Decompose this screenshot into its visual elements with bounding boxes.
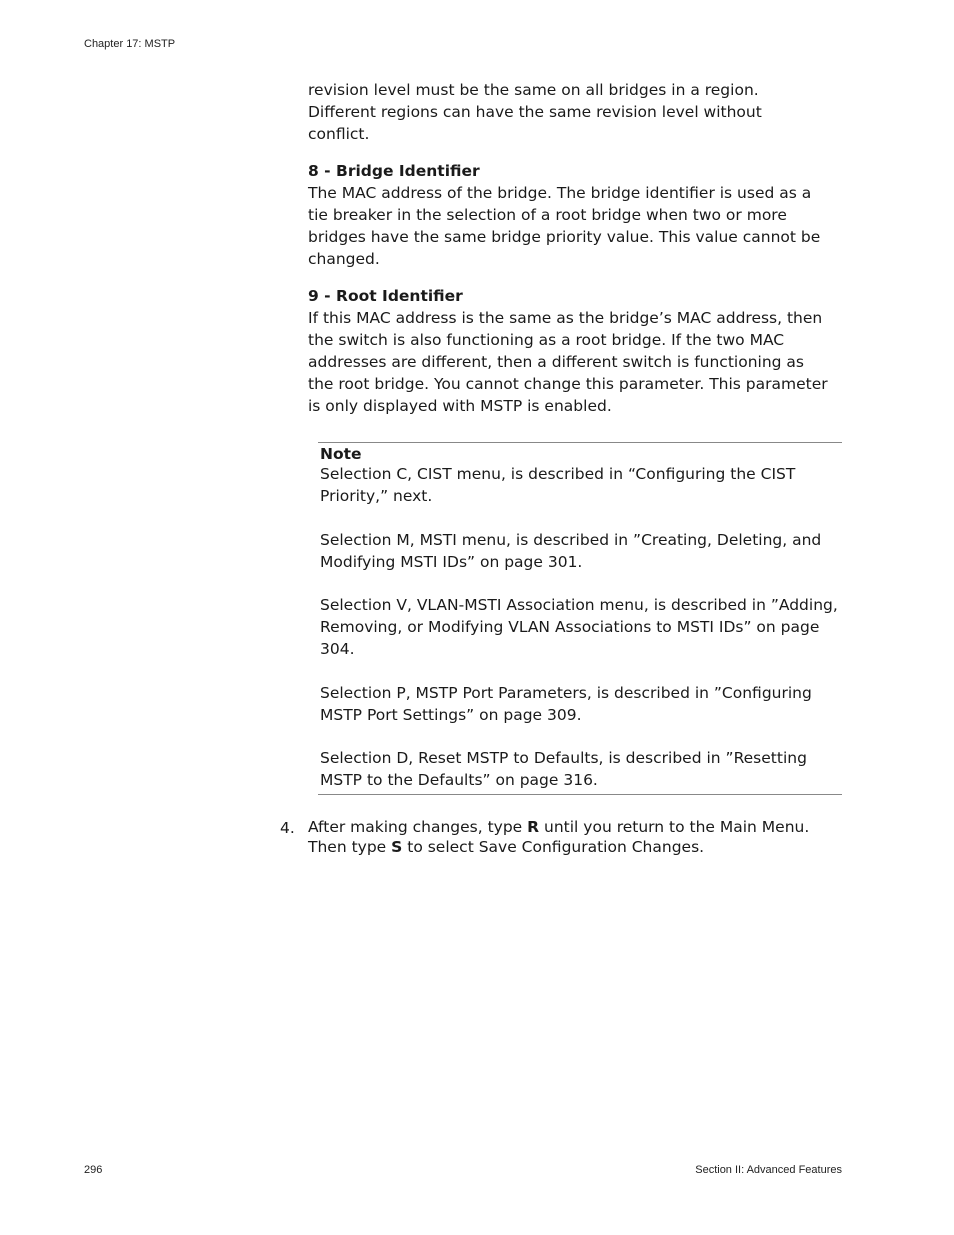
note-top-rule bbox=[318, 442, 842, 443]
note-paragraph: Selection P, MSTP Port Parameters, is described in ”Configuring MSTP Port Settings” on page 309. bbox=[320, 684, 812, 724]
item-text-root-identifier: If this MAC address is the same as the bridge’s MAC address, then the switch is also functioning as a root bridge. If the two MAC addresses are different, then a different switch is functioning as the root bridge. You cannot change this parameter. This parameter is only displayed with MSTP is enabled. bbox=[308, 309, 828, 415]
item-heading-root-identifier: 9 - Root Identifier bbox=[308, 287, 463, 305]
step-number: 4. bbox=[280, 819, 295, 837]
step-key-return: R bbox=[527, 818, 540, 836]
note-paragraph: Selection V, VLAN-MSTI Association menu, is described in ”Adding, Removing, or Modifying VLAN Associations to MSTI IDs” on page 304. bbox=[320, 596, 838, 658]
intro-paragraph: revision level must be the same on all bridges in a region. Different regions can have the same revision level without conflict. bbox=[308, 81, 762, 143]
page-number: 296 bbox=[84, 1164, 103, 1176]
item-text-bridge-identifier: The MAC address of the bridge. The bridge identifier is used as a tie breaker in the selection of a root bridge when two or more bridges have the same bridge priority value. This value cannot be changed. bbox=[308, 184, 821, 268]
section-footer: Section II: Advanced Features bbox=[695, 1164, 842, 1176]
step-text-part: After making changes, type bbox=[308, 818, 528, 836]
note-paragraph: Selection M, MSTI menu, is described in ”Creating, Deleting, and Modifying MSTI IDs” on page 301. bbox=[320, 531, 822, 571]
note-paragraph: Selection C, CIST menu, is described in “Configuring the CIST Priority,” next. bbox=[320, 465, 796, 505]
step-text-part: to select Save Configuration Changes. bbox=[402, 838, 705, 856]
step-key-save: S bbox=[391, 838, 403, 856]
step-text bbox=[308, 817, 844, 857]
note-paragraph: Selection D, Reset MSTP to Defaults, is described in ”Resetting MSTP to the Defaults” on page 316. bbox=[320, 749, 807, 789]
step-text-part: until you return to the Main Menu. Then type bbox=[308, 818, 810, 856]
note-bottom-rule bbox=[318, 794, 842, 795]
running-header: Chapter 17: MSTP bbox=[84, 38, 176, 50]
item-heading-bridge-identifier: 8 - Bridge Identifier bbox=[308, 162, 480, 180]
note-title: Note bbox=[320, 445, 362, 463]
